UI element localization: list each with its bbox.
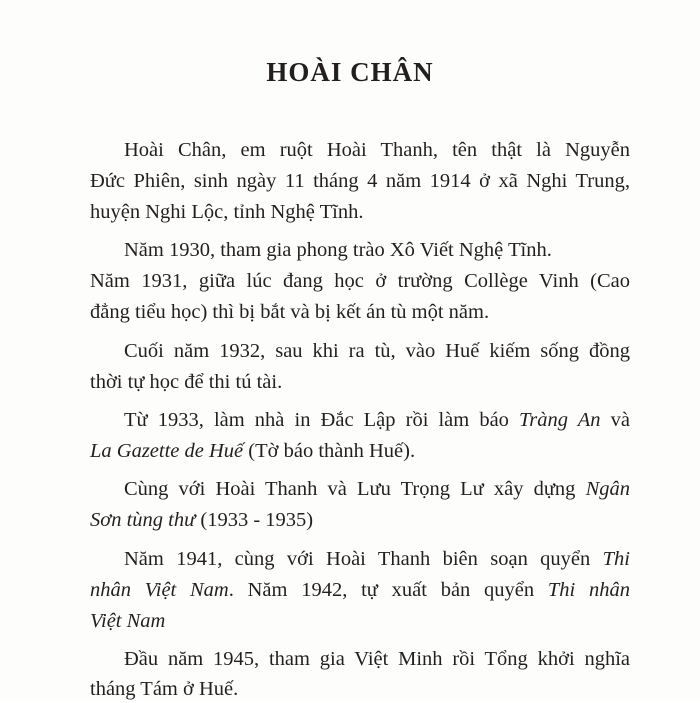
italic-title: Thi	[602, 548, 630, 570]
text-line: thời tự học để thi tú tài.	[90, 371, 283, 393]
italic-title: La Gazette de Huế	[90, 440, 244, 462]
text-line: Đầu năm 1945, tham gia Việt Minh rồi Tổng khởi nghĩa	[124, 648, 630, 670]
text-line: La Gazette de Huế (Tờ báo thành Huế).	[90, 440, 416, 462]
italic-title: nhân Việt Nam	[90, 579, 229, 601]
text-line: Đức Phiên, sinh ngày 11 tháng 4 năm 1914 ở xã Nghi Trung,	[90, 170, 630, 192]
page-title: HOÀI CHÂN	[266, 57, 434, 87]
text-line: Hoài Chân, em ruột Hoài Thanh, tên thật là Nguyễn	[124, 139, 630, 161]
italic-title: Ngân	[585, 478, 630, 500]
text-line: Năm 1930, tham gia phong trào Xô Viết Nghệ Tĩnh.	[124, 239, 552, 261]
italic-title: Thi nhân	[547, 579, 631, 601]
text-line	[90, 607, 630, 635]
text-line: Từ 1933, làm nhà in Đắc Lập rồi làm báo Tràng An và	[124, 409, 630, 431]
text-line: Cuối năm 1932, sau khi ra tù, vào Huế kiếm sống đồng	[124, 340, 630, 362]
italic-title: Tràng An	[519, 409, 601, 431]
text-line: nhân Việt Nam. Năm 1942, tự xuất bản quyển Thi nhân	[90, 579, 631, 601]
text-line: huyện Nghi Lộc, tỉnh Nghệ Tĩnh.	[90, 201, 364, 223]
text-line: tháng Tám ở Huế.	[90, 678, 239, 700]
text-line: đẳng tiểu học) thì bị bắt và bị kết án tù một năm.	[90, 301, 490, 323]
italic-title: Sơn tùng thư	[90, 509, 196, 531]
text-line: Sơn tùng thư (1933 - 1935)	[90, 509, 314, 531]
text-line: Năm 1931, giữa lúc đang học ở trường Collège Vinh (Cao	[90, 270, 630, 292]
italic-title: Việt Nam	[90, 610, 166, 632]
text-line: Cùng với Hoài Thanh và Lưu Trọng Lư xây dựng Ngân	[124, 478, 630, 500]
text-line: Năm 1941, cùng với Hoài Thanh biên soạn quyển Thi	[124, 548, 630, 570]
